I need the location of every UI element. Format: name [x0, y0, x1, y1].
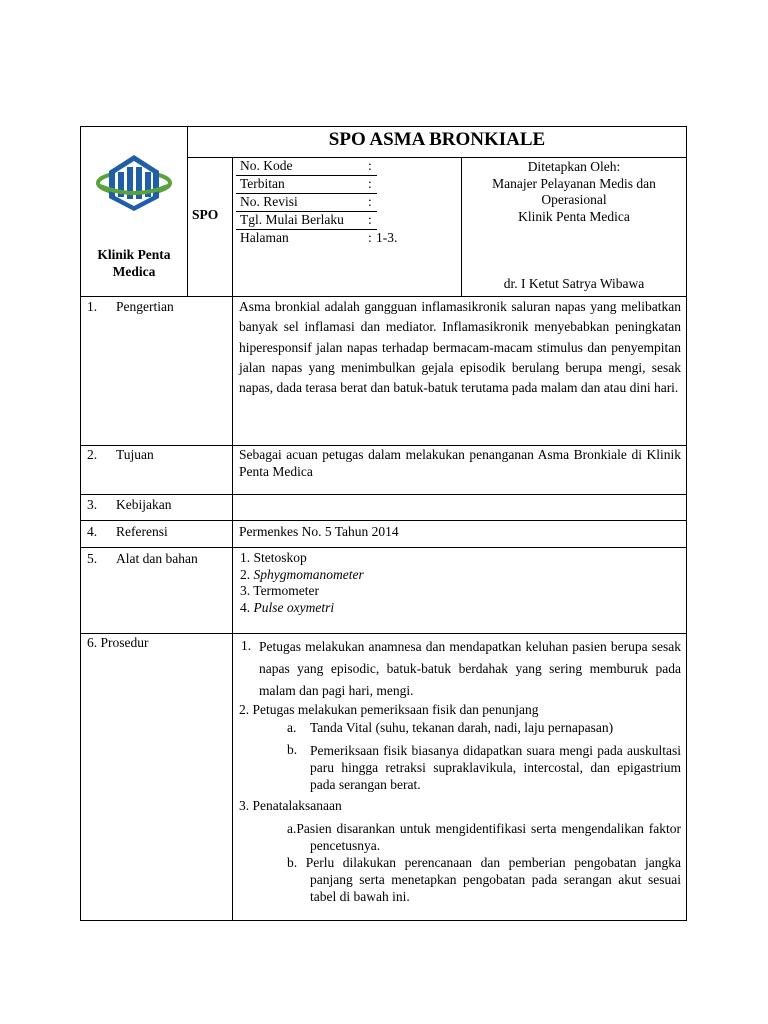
section-label-prosedur: 6. Prosedur	[87, 635, 149, 650]
field-terbitan	[240, 176, 385, 193]
section-label-tujuan: Tujuan	[116, 447, 154, 462]
alat-list	[240, 550, 364, 616]
list-item: 4. Pulse oxymetri	[240, 599, 335, 615]
field-halaman	[240, 230, 440, 247]
divider	[80, 494, 687, 495]
field-value-halaman: 1-3.	[376, 230, 398, 245]
spo-label: SPO	[192, 207, 219, 222]
section-number: 3.	[87, 497, 98, 512]
section-label-pengertian: Pengertian	[116, 299, 174, 314]
section-label-alat: Alat dan bahan	[116, 551, 198, 566]
divider	[80, 520, 687, 521]
field-colon: :	[368, 212, 372, 227]
approval-line: Ditetapkan Oleh:	[527, 159, 621, 174]
section-number: 5.	[87, 551, 98, 566]
field-colon: :	[368, 158, 372, 173]
pengertian-text: Asma bronkial adalah gangguan inflamasikronik saluran napas yang melibatkan banyak sel inflamasi dan mediator. Inflamasikronik menyebabkan peningkatan hiperesponsif jalan napas terhadap bermacam-macam stimulus dan penyempitan jalan napas yang menimbulkan gejala episodik berulang berupa mengi, sesak napas, dada terasa berat dan batuk-batuk terutama pada malam dan atau dini hari.	[239, 299, 681, 396]
list-item: 2. Sphygmomanometer	[240, 566, 364, 582]
prosedur-step-3: 3. Penatalaksanaan	[239, 798, 342, 813]
divider	[80, 633, 687, 634]
prosedur-step-1: Petugas melakukan anamnesa dan mendapatkan keluhan pasien berupa sesak napas yang episodic, batuk-batuk berdahak yang sering memburuk pada malam dan pagi hari, mengi.	[259, 639, 681, 698]
divider	[232, 157, 233, 921]
section-label-referensi: Referensi	[116, 524, 168, 539]
field-label: No. Revisi	[240, 194, 298, 209]
section-number: 1.	[87, 299, 98, 314]
prosedur-step-2: 2. Petugas melakukan pemeriksaan fisik dan penunjang	[239, 702, 539, 717]
step-number: 1.	[241, 638, 252, 653]
approval-line: Klinik Penta Medica	[518, 208, 630, 224]
approval-line: Operasional	[541, 192, 607, 207]
field-colon: :	[368, 230, 372, 245]
page-title: SPO ASMA BRONKIALE	[328, 129, 546, 150]
referensi-text: Permenkes No. 5 Tahun 2014	[239, 524, 399, 539]
field-label: Tgl. Mulai Berlaku	[240, 212, 344, 227]
field-label: No. Kode	[240, 158, 293, 173]
field-colon: :	[368, 194, 372, 209]
tujuan-text: Sebagai acuan petugas dalam melakukan penanganan Asma Bronkiale di Klinik Penta Medica	[239, 447, 681, 479]
field-no-revisi	[240, 194, 385, 211]
approval-line: Manajer Pelayanan Medis dan	[492, 175, 656, 191]
list-item: 1. Stetoskop	[240, 550, 307, 565]
field-tgl-mulai-berlaku	[240, 212, 385, 229]
signatory-name: dr. I Ketut Satrya Wibawa	[503, 276, 645, 291]
clinic-logo-icon	[93, 152, 175, 212]
section-number: 2.	[87, 447, 98, 462]
field-no-kode	[240, 158, 385, 175]
clinic-name: Klinik Penta Medica	[97, 247, 171, 279]
list-item: 3. Termometer	[240, 583, 320, 599]
section-label-kebijakan: Kebijakan	[116, 497, 172, 512]
step-number: a.	[287, 720, 297, 735]
section-number: 4.	[87, 524, 98, 539]
prosedur-step-3a: a.Pasien disarankan untuk mengidentifikasi serta mengendalikan faktor pencetusnya.	[287, 821, 681, 853]
divider	[80, 547, 687, 548]
clinic-logo	[93, 152, 175, 212]
prosedur-step-3b: b. Perlu dilakukan perencanaan dan pemberian pengobatan jangka panjang serta menetapkan pengobatan pada serangan akut sesuai tabel di bawah ini.	[287, 855, 681, 904]
step-number: b.	[287, 742, 298, 757]
approval-block	[462, 159, 686, 225]
field-colon: :	[368, 176, 372, 191]
field-label: Halaman	[240, 230, 289, 245]
prosedur-step-2a: Tanda Vital (suhu, tekanan darah, nadi, laju pernapasan)	[310, 720, 614, 735]
field-label: Terbitan	[240, 176, 285, 191]
prosedur-step-2b: Pemeriksaan fisik biasanya didapatkan suara mengi pada auskultasi paru hingga retraksi supraklavikula, intercostal, dan epigastrium pada serangan berat.	[310, 743, 681, 792]
